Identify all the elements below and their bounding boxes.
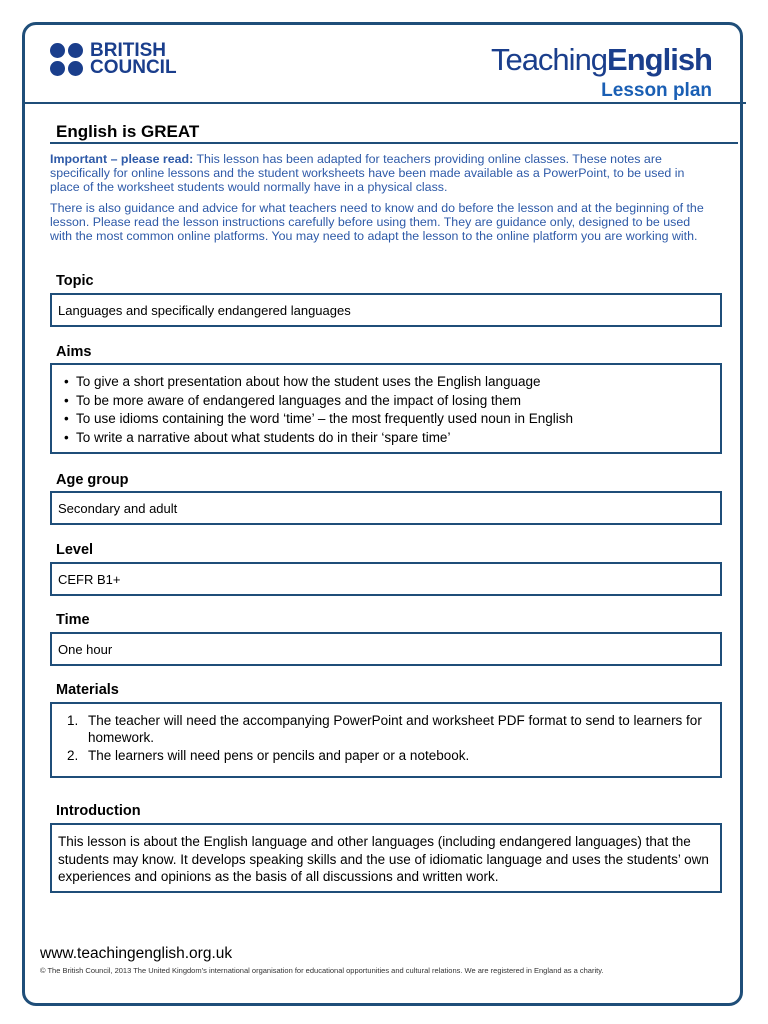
logo-line2: COUNCIL (90, 57, 177, 78)
aims-heading: Aims (56, 344, 92, 360)
level-box (50, 562, 722, 596)
level-heading: Level (56, 542, 94, 558)
aims-list (52, 365, 720, 447)
time-box (50, 632, 722, 666)
time-text: One hour (58, 642, 113, 657)
age-group-box (50, 491, 722, 525)
header-divider (22, 102, 746, 104)
age-group-text: Secondary and adult (58, 501, 178, 516)
list-item: 1. The teacher will need the accompanying PowerPoint and worksheet PDF format to send to learners for homework. (82, 712, 710, 746)
topic-heading: Topic (56, 273, 94, 289)
footer-copyright: © The British Council, 2013 The United Kingdom’s international organisation for educational opportunities and cultural relations. We are registered in England as a charity. (40, 966, 604, 975)
footer-url[interactable]: www.teachingenglish.org.uk (40, 945, 233, 962)
list-item: • To give a short presentation about how the student uses the English language (76, 373, 720, 392)
list-item: 2. The learners will need pens or pencils and paper or a notebook. (82, 747, 710, 764)
topic-box (50, 293, 722, 327)
lesson-plan-label: Lesson plan (601, 80, 712, 101)
age-group-heading: Age group (56, 472, 129, 488)
introduction-box (50, 823, 722, 893)
logo-line1: BRITISH (90, 40, 166, 61)
materials-box (50, 702, 722, 778)
materials-heading: Materials (56, 682, 119, 698)
list-item: • To be more aware of endangered languages and the impact of losing them (76, 392, 720, 411)
time-heading: Time (56, 612, 90, 628)
page-title: English is GREAT (56, 122, 200, 141)
level-text: CEFR B1+ (58, 572, 121, 587)
teaching-english-logo: TeachingEnglish (490, 42, 712, 77)
title-divider (50, 142, 738, 144)
list-item: • To use idioms containing the word ‘time’ – the most frequently used noun in English (76, 410, 720, 429)
aims-box (50, 363, 722, 454)
topic-text: Languages and specifically endangered languages (58, 303, 351, 318)
british-council-logo (50, 42, 177, 76)
list-item: • To write a narrative about what students do in their ‘spare time’ (76, 429, 720, 448)
logo-dots-icon (50, 43, 83, 76)
guidance-note: There is also guidance and advice for what teachers need to know and do before the lesson and at the beginning of the lesson. Please read the lesson instructions carefully before using them. They are guidance only, designed to be used with the most common online platforms. You may need to adapt the lesson to the online platform you are working with. (50, 201, 704, 243)
introduction-text: This lesson is about the English language and other languages (including endangered languages) that the students may know. It develops speaking skills and the use of idiomatic language and uses the students’ own experiences and opinions as the basis of all discussions and written work. (58, 834, 709, 884)
materials-list (52, 704, 720, 764)
introduction-heading: Introduction (56, 803, 141, 819)
important-note: Important – please read: This lesson has been adapted for teachers providing online classes. These notes are specifically for online lessons and the student worksheets have been made available as a PowerPoint, to be used in place of the worksheet students would normally have in a physical class. (50, 152, 685, 194)
